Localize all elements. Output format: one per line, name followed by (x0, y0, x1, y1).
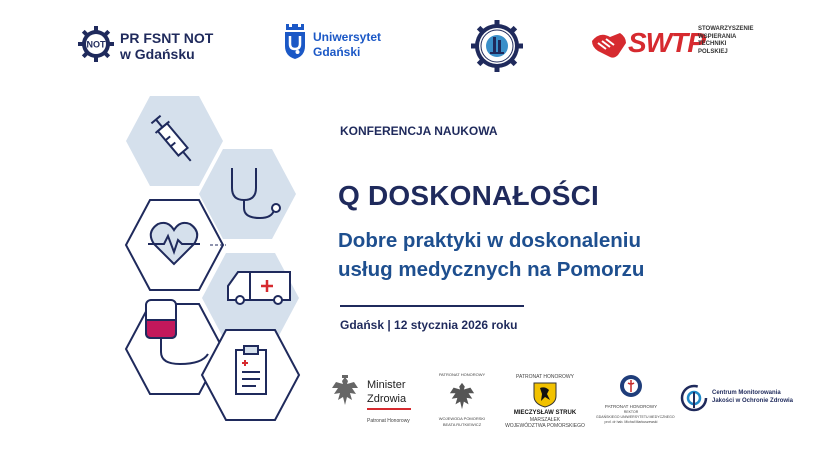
gumed-crest-icon (619, 374, 643, 400)
swtp-line: POLSKIEJ (698, 48, 728, 55)
page-title: Q DOSKONAŁOŚCI (338, 180, 600, 211)
logo-uniwersytet-gdanski (283, 18, 403, 66)
subtitle-line-2: usług medycznych na Pomorzu (338, 258, 645, 281)
ug-crest-icon (283, 22, 307, 60)
swtp-line: TECHNIKI (698, 41, 727, 47)
marszalek-note: PATRONAT HONOROWY (516, 374, 574, 380)
rektor-line2: GDAŃSKIEGO UNIWERSYTETU MEDYCZNEGO (596, 415, 675, 419)
not-gear-icon (78, 26, 114, 62)
wojewoda-line1: WOJEWODA POMORSKI (438, 416, 486, 421)
minister-line2: Zdrowia (367, 393, 407, 405)
wojewoda-note: PATRONAT HONOROWY (438, 372, 486, 377)
patron-minister-zdrowia (330, 372, 420, 432)
cmj-logo-icon (680, 384, 708, 412)
ambulance-icon (228, 272, 290, 304)
wojewoda-line2: BEATA RUTKIEWICZ (442, 422, 482, 427)
swtp-line: WSPIERANIA (698, 33, 737, 40)
medical-hexagon-illustration (110, 96, 335, 422)
marszalek-line2: MARSZAŁEK (529, 417, 561, 423)
patron-wojewoda (432, 372, 492, 432)
seal-gear-logo-icon (471, 20, 523, 72)
patron-cmj (680, 384, 800, 416)
eagle-emblem-icon (448, 380, 476, 412)
rektor-line1: REKTOR (623, 410, 639, 414)
handshake-icon (590, 29, 628, 61)
minister-line1: Minister (367, 379, 406, 391)
patron-rektor-gumed (596, 374, 675, 434)
logo-pr-fsnt-not (78, 26, 218, 66)
not-mark-text: NOT (86, 39, 106, 50)
minister-note: Patronat Honorowy (367, 418, 410, 424)
conference-label: KONFERENCJA NAUKOWA (340, 124, 498, 138)
rektor-note: PATRONAT HONOROWY (604, 404, 658, 409)
patron-marszalek (505, 374, 585, 434)
swtp-full-name (698, 26, 754, 56)
not-name-line2: w Gdańsku (120, 46, 195, 62)
swtp-acronym: SWTP (628, 27, 705, 58)
subtitle-line-1: Dobre praktyki w doskonaleniu (338, 229, 642, 252)
eagle-emblem-icon (330, 374, 360, 408)
not-name-line1: PR FSNT NOT (120, 30, 214, 46)
cmj-line2: Jakości w Ochronie Zdrowia (712, 398, 794, 404)
ug-name-line2: Gdański (313, 45, 361, 59)
divider (340, 305, 524, 307)
rektor-line3: prof. dr hab. Michał Markuszewski (604, 420, 658, 424)
swtp-line: STOWARZYSZENIE (698, 26, 754, 32)
cmj-line1: Centrum Monitorowania (712, 390, 781, 396)
clipboard-icon (236, 346, 266, 394)
minister-red-bar (367, 408, 411, 410)
ug-name-line1: Uniwersytet (313, 30, 382, 44)
pomorskie-griffin-icon (533, 382, 557, 408)
logo-swtp (590, 25, 760, 69)
marszalek-line1: MIECZYSŁAW STRUK (513, 410, 577, 416)
syringe-hexagon (126, 96, 223, 186)
date-place: Gdańsk | 12 stycznia 2026 roku (340, 318, 518, 332)
marszalek-line3: WOJEWÓDZTWA POMORSKIEGO (505, 423, 585, 429)
